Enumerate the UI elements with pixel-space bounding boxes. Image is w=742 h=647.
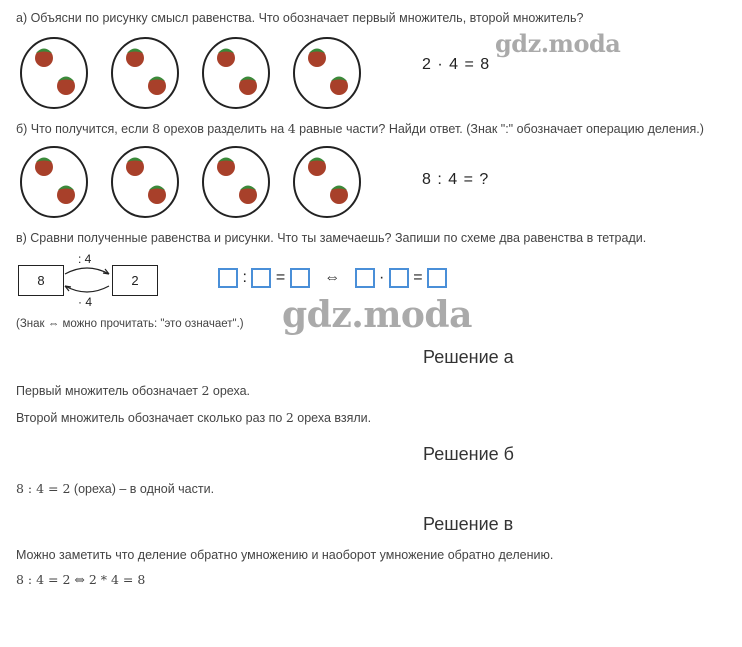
nut-groups-a — [18, 36, 318, 116]
nut-groups-b — [18, 145, 318, 225]
solution-b-title: Решение б — [423, 444, 514, 464]
task-c-question: в) Сравни полученные равенства и рисунки. Что ты замечаешь? Запиши по схеме два равенства в тетради. — [16, 231, 647, 245]
blank-box — [427, 268, 447, 288]
nut-group-icon — [291, 36, 363, 110]
blank-box — [218, 268, 238, 288]
solution-c-title: Решение в — [423, 514, 514, 534]
division-diagram — [18, 252, 163, 310]
solution-b-line: 8 : 4 = 2 (ореха) – в одной части. — [16, 481, 215, 496]
solution-a-line2: Второй множитель обозначает сколько раз по 2 ореха взяли. — [16, 410, 372, 425]
solution-a-line1: Первый множитель обозначает 2 ореха. — [16, 383, 251, 398]
equation-scheme — [218, 268, 447, 288]
blank-box — [355, 268, 375, 288]
task-b-question: б) Что получится, если 8 орехов разделить на 4 равные части? Найди ответ. (Знак ":" обозначает операцию деления.) — [16, 121, 704, 136]
diagram-left-box: 8 — [18, 265, 64, 296]
nut-group-icon — [109, 36, 181, 110]
watermark: gdz.moda — [495, 29, 621, 58]
scheme-eq: = — [275, 269, 286, 286]
diagram-arrows-icon — [62, 260, 112, 300]
nut-group-icon — [200, 145, 272, 219]
blank-box — [251, 268, 271, 288]
nut-group-icon — [109, 145, 181, 219]
blank-box — [290, 268, 310, 288]
nut-group-icon — [18, 145, 90, 219]
equivalence-icon: ⇔ — [324, 269, 341, 286]
blank-box — [389, 268, 409, 288]
nut-group-icon — [200, 36, 272, 110]
task-c-note: (Знак ⇔ можно прочитать: "это означает".) — [16, 318, 244, 330]
scheme-op: · — [378, 269, 385, 286]
watermark: gdz.moda — [282, 294, 472, 336]
diagram-bottom-op: · 4 — [78, 295, 93, 309]
diagram-right-box: 2 — [112, 265, 158, 296]
solution-c-line1: Можно заметить что деление обратно умножению и наоборот умножение обратно делению. — [16, 548, 554, 562]
nut-group-icon — [18, 36, 90, 110]
nut-group-icon — [291, 145, 363, 219]
solution-c-line2: 8 : 4 = 2 ⇔ 2 * 4 = 8 — [16, 572, 146, 587]
solution-a-title: Решение а — [423, 347, 514, 367]
diagram-top-op: : 4 — [78, 252, 92, 266]
task-a-question: а) Объясни по рисунку смысл равенства. Что обозначает первый множитель, второй множитель? — [16, 11, 584, 25]
scheme-eq: = — [413, 269, 423, 286]
scheme-op: : — [242, 269, 247, 286]
equation-a: 2 · 4 = 8 — [422, 56, 491, 73]
equation-b: 8 : 4 = ? — [422, 171, 490, 188]
